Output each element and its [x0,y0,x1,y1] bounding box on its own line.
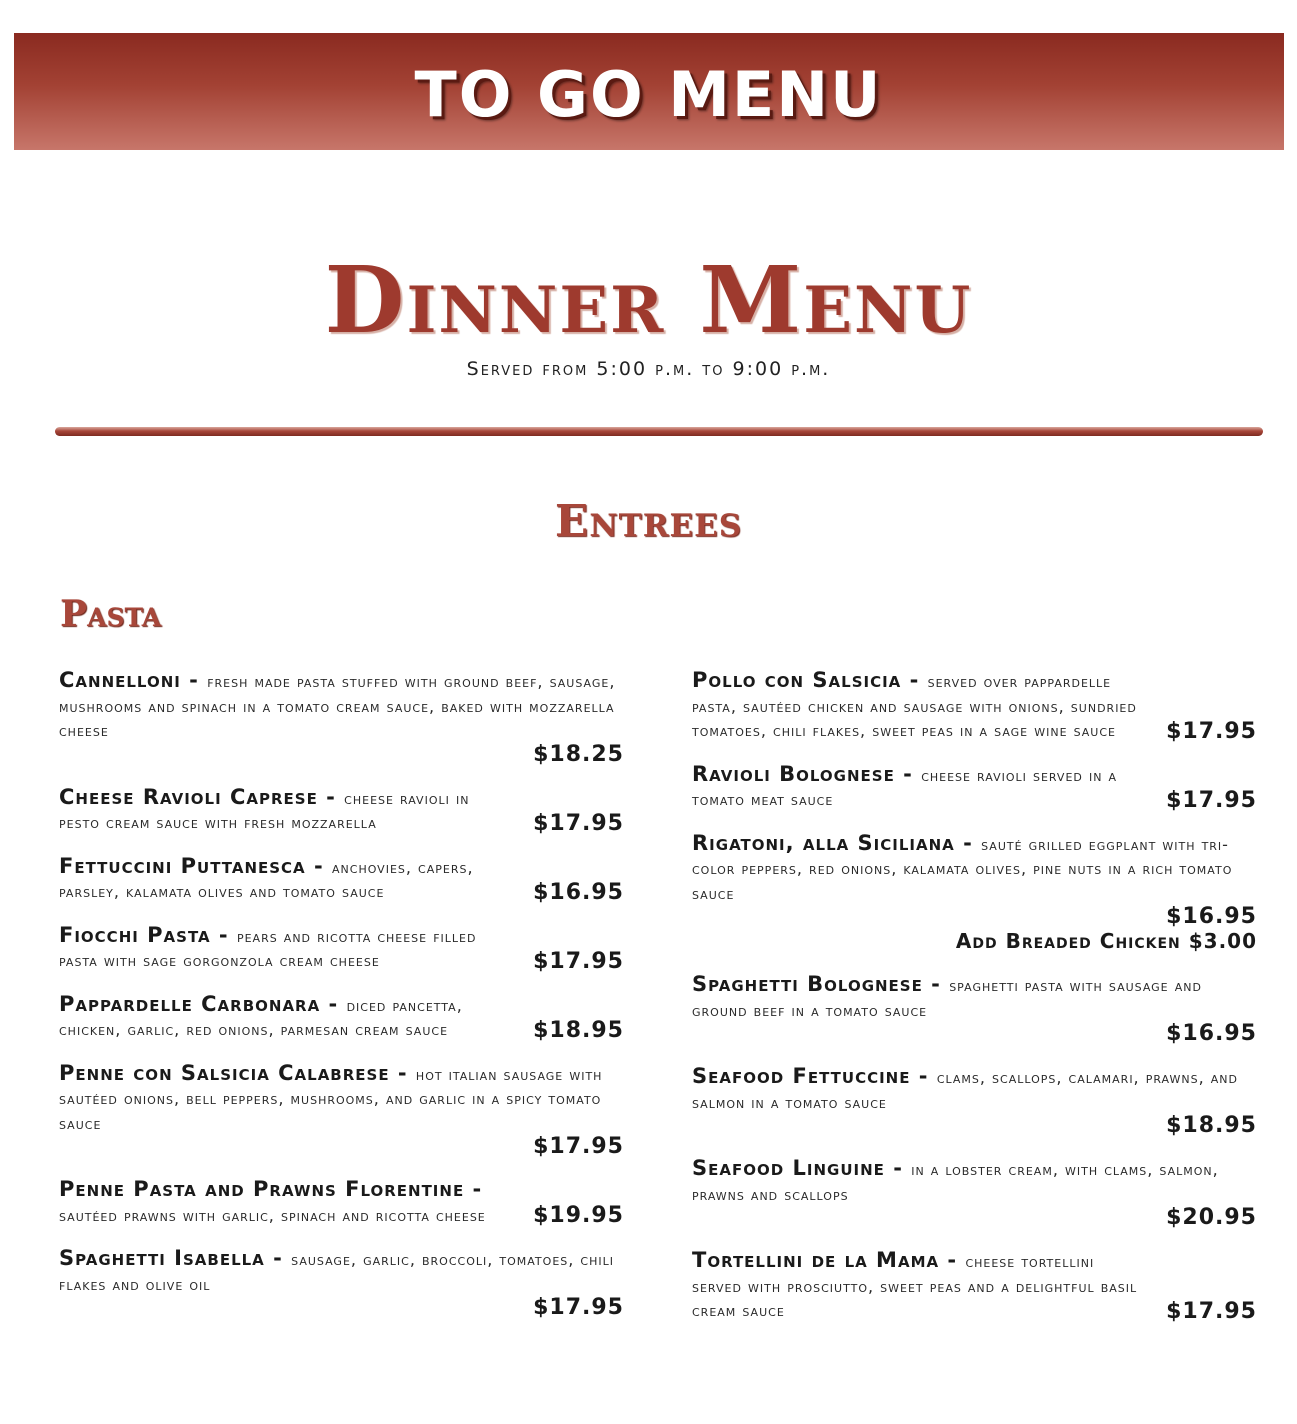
item-price: $17.95 [533,948,624,974]
menu-title: Dinner Menu [324,246,973,354]
item-price: $17.95 [1166,1298,1257,1324]
item-price: $18.95 [1166,1113,1257,1138]
menu-item [692,1064,1257,1138]
menu-item [59,1246,624,1320]
item-description: sautéed prawns with garlic, spinach and ricotta cheese [59,1205,486,1225]
item-description: cheese ravioli in pesto cream sauce with fresh mozzarella [59,788,470,832]
item-price: $17.95 [533,810,624,836]
item-description: cheese tortellini served with prosciutto, sweet peas and a delightful basil cream sauce [692,1252,1138,1320]
menu-item [59,1177,624,1228]
item-name: Cheese Ravioli Caprese - [59,784,345,809]
item-price: $17.95 [1166,787,1257,813]
section-divider [55,427,1263,436]
menu-item [692,668,1257,744]
served-hours: Served from 5:00 p.m. to 9:00 p.m. [466,358,831,380]
item-name: Cannelloni - [59,668,208,692]
left-menu-column [59,668,624,1320]
item-name: Fettuccini Puttanesca - [59,853,333,878]
item-description: pears and ricotta cheese filled pasta with sage gorgonzola cream cheese [59,926,477,970]
item-price: $18.95 [533,1017,624,1043]
banner-title: TO GO MENU [414,58,883,131]
menu-item [59,854,624,905]
item-description: spaghetti pasta with sausage and ground beef in a tomato sauce [692,976,1202,1020]
item-name: Seafood Linguine - [692,1156,912,1180]
item-price: $17.95 [533,1295,624,1320]
item-addon: Add Breaded Chicken $3.00 [955,929,1257,953]
item-price: $17.95 [1166,718,1257,744]
menu-item [59,992,624,1043]
item-description: anchovies, capers, parsley, kalamata olives and tomato sauce [59,857,474,901]
menu-item [692,831,1257,955]
item-name: Pappardelle Carbonara - [59,991,347,1016]
item-price: $17.95 [533,1134,624,1159]
entrees-heading: Entrees [554,496,743,547]
item-name: Spaghetti Isabella - [59,1246,292,1270]
item-price: $20.95 [1166,1205,1257,1230]
item-name: Tortellini de la Mama - [692,1248,966,1272]
item-price: $16.95 [533,879,624,905]
item-name: Rigatoni, alla Siciliana - [692,830,982,855]
menu-item [692,1156,1257,1230]
item-description: sausage, garlic, broccoli, tomatoes, chili flakes and olive oil [59,1250,614,1294]
item-description: sauté grilled eggplant with tri-color peppers, red onions, kalamata olives, pine nuts in a rich tomato sauce [692,834,1233,903]
menu-item [692,762,1257,813]
item-price: $18.25 [533,741,624,767]
menu-item [692,972,1257,1046]
menu-item [59,923,624,974]
item-description: hot italian sausage with sautéed onions, bell peppers, mushrooms, and garlic in a spicy tomato sauce [59,1064,603,1133]
menu-item [692,1248,1257,1324]
menu-item [59,1061,624,1160]
right-menu-column [692,668,1257,1324]
item-name: Penne con Salsicia Calabrese - [59,1060,416,1085]
item-description: clams, scallops, calamari, prawns, and salmon in a tomato sauce [692,1068,1238,1112]
item-price: $16.95 [1166,1021,1257,1046]
item-description: in a lobster cream, with clams, salmon, prawns and scallops [692,1160,1219,1204]
item-description: fresh made pasta stuffed with ground beef, sausage, mushrooms and spinach in a tomato cream sauce, baked with mozzarella cheese [59,672,616,740]
item-name: Pollo con Salsicia - [692,668,928,692]
item-price: $19.95 [533,1203,624,1228]
item-description: cheese ravioli served in a tomato meat sauce [692,765,1118,809]
item-name: Spaghetti Bolognese - [692,972,950,996]
item-description: diced pancetta, chicken, garlic, red onions, parmesan cream sauce [59,995,463,1039]
item-name: Fiocchi Pasta - [59,922,237,947]
menu-item [59,785,624,836]
menu-item [59,668,624,767]
item-name: Penne Pasta and Prawns Florentine - [59,1177,483,1201]
item-name: Seafood Fettuccine - [692,1064,937,1088]
item-name: Ravioli Bolognese - [692,761,922,786]
item-description: served over pappardelle pasta, sautéed chicken and sausage with onions, sundried tomatoes, chili flakes, sweet peas in a sage wine sauce [692,672,1137,740]
item-price: $16.95 [1166,904,1257,929]
pasta-heading: Pasta [60,593,162,635]
